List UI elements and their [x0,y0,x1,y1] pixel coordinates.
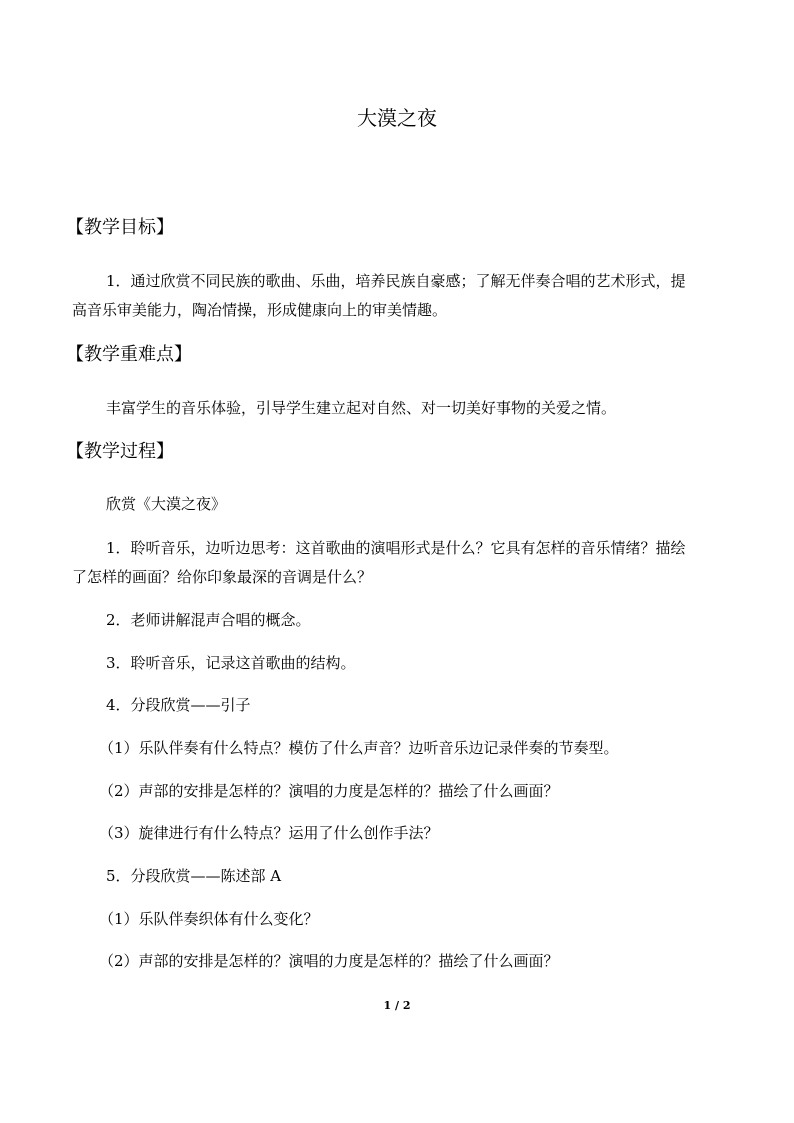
appreciate-line: 欣赏《大漠之夜》 [106,495,227,513]
step-5: 5．分段欣赏——陈述部 A [106,867,282,885]
step-1-line-2: 了怎样的画面？给你印象最深的音调是什么？ [72,568,373,586]
key-points-text: 丰富学生的音乐体验，引导学生建立起对自然、对一切美好事物的关爱之情。 [106,399,617,417]
page-number: 1 / 2 [383,999,411,1012]
key-points-heading: 【教学重难点】 [66,344,192,365]
step-4: 4．分段欣赏——引子 [106,696,251,714]
step-4-question-1: （1）乐队伴奏有什么特点？模仿了什么声音？边听音乐边记录伴奏的节奏型。 [99,739,619,757]
step-1-line-1: 1．聆听音乐，边听边思考：这首歌曲的演唱形式是什么？它具有怎样的音乐情绪？描绘 [106,539,686,557]
step-5-question-2: （2）声部的安排是怎样的？演唱的力度是怎样的？描绘了什么画面？ [99,952,559,970]
step-4-question-2: （2）声部的安排是怎样的？演唱的力度是怎样的？描绘了什么画面？ [99,782,559,800]
step-2: 2．老师讲解混声合唱的概念。 [106,611,311,629]
step-5-question-1: （1）乐队伴奏织体有什么变化？ [99,910,319,928]
page-title: 大漠之夜 [357,106,437,130]
step-3: 3．聆听音乐，记录这首歌曲的结构。 [106,654,356,672]
process-heading: 【教学过程】 [66,441,174,462]
goals-heading: 【教学目标】 [66,217,174,238]
goals-line-2: 高音乐审美能力，陶冶情操，形成健康向上的审美情趣。 [72,301,448,319]
step-4-question-3: （3）旋律进行有什么特点？运用了什么创作手法？ [99,824,439,842]
goals-line-1: 1．通过欣赏不同民族的歌曲、乐曲，培养民族自豪感；了解无伴奏合唱的艺术形式，提 [106,272,686,290]
